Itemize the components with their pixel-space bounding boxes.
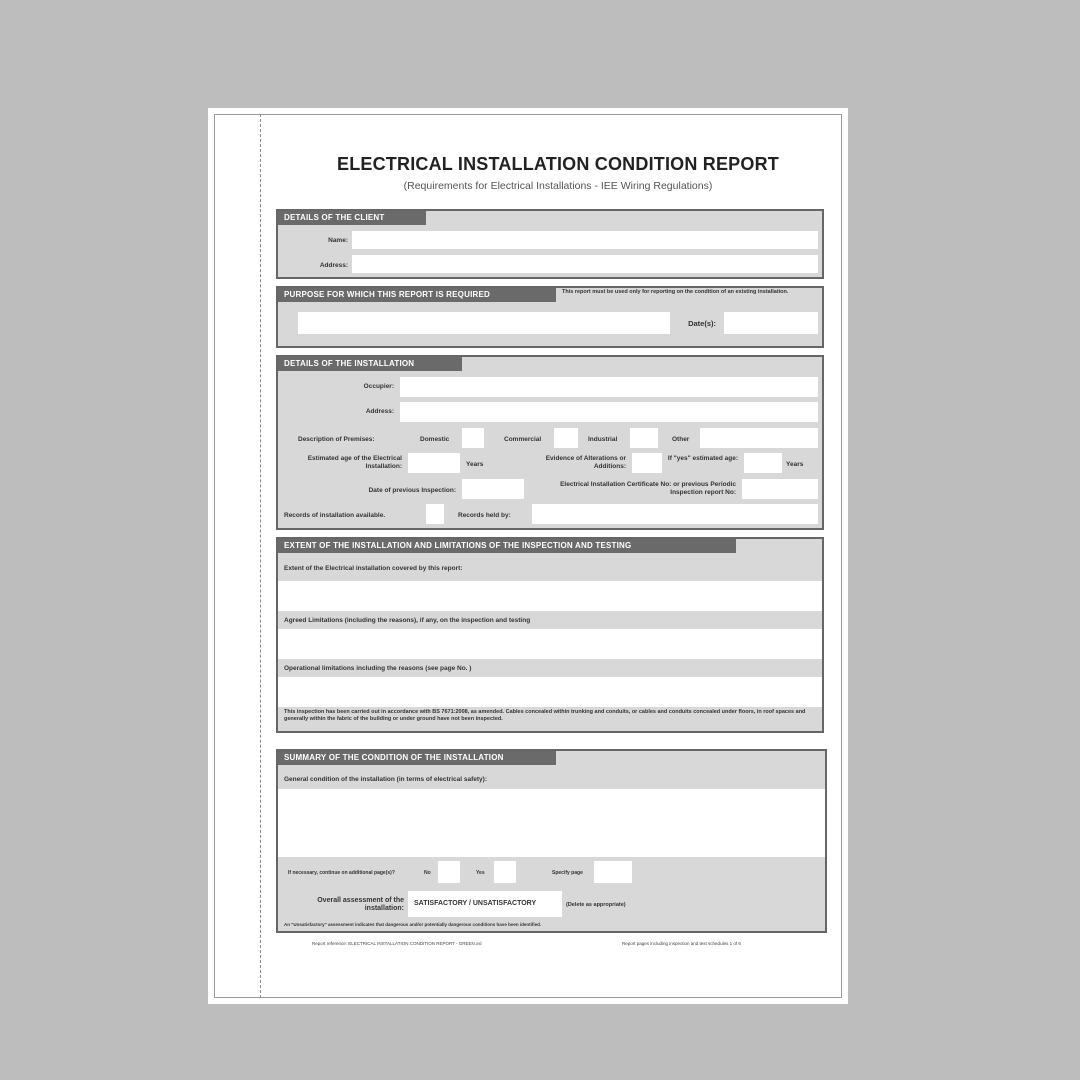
domestic-checkbox[interactable] — [462, 428, 484, 448]
purpose-heading: PURPOSE FOR WHICH THIS REPORT IS REQUIRED — [278, 288, 556, 302]
client-address-field[interactable] — [352, 255, 818, 273]
commercial-checkbox[interactable] — [554, 428, 578, 448]
installation-heading: DETAILS OF THE INSTALLATION — [278, 357, 462, 371]
previous-inspection-field[interactable] — [462, 479, 524, 499]
domestic-label: Domestic — [420, 436, 450, 443]
years-label-2: Years — [786, 461, 804, 468]
footer-reference: Report reference: ELECTRICAL INSTALLATION CONDITION REPORT - GREEN.xsl — [312, 941, 482, 946]
installation-section — [276, 355, 824, 530]
installation-address-field[interactable] — [400, 402, 818, 422]
extent-section — [276, 537, 824, 733]
perforation-line — [260, 114, 261, 998]
records-held-label: Records held by: — [458, 512, 511, 519]
client-section — [276, 209, 824, 279]
assessment-value: SATISFACTORY / UNSATISFACTORY — [414, 900, 537, 907]
specify-page-label: Specify page — [552, 870, 583, 876]
inspection-statement: This inspection has been carried out in accordance with BS 7671:2008, as amended. Cables concealed within trunking and conduits, or cables and conduits concealed under floors, in roof spaces and generally within the fabric of the building or under ground have not been inspected. — [284, 709, 806, 722]
records-available-label: Records of installation available. — [284, 512, 386, 519]
footer-pages: Report pages including inspection and test schedules 1 of 6 — [622, 941, 741, 946]
installation-address-label: Address: — [365, 408, 394, 415]
general-condition-field[interactable] — [278, 789, 825, 857]
summary-section — [276, 749, 827, 933]
purpose-note: This report must be used only for reporting on the condition of an existing installation. — [562, 289, 789, 295]
operational-limitations-label: Operational limitations including the reasons (see page No. ) — [284, 665, 472, 672]
extent-heading: EXTENT OF THE INSTALLATION AND LIMITATIONS OF THE INSPECTION AND TESTING — [278, 539, 736, 553]
commercial-label: Commercial — [504, 436, 542, 443]
specify-page-field[interactable] — [594, 861, 632, 883]
certificate-label: Electrical Installation Certificate No: or previous Periodic Inspection report No: — [560, 481, 736, 496]
industrial-checkbox[interactable] — [630, 428, 658, 448]
other-label: Other — [672, 436, 690, 443]
purpose-field[interactable] — [298, 312, 670, 334]
extent-label: Extent of the Electrical installation covered by this report: — [284, 565, 463, 572]
previous-inspection-label: Date of previous Inspection: — [368, 487, 456, 494]
installation-age-label: Estimated age of the Electrical Installation: — [307, 455, 402, 470]
certificate-field[interactable] — [742, 479, 818, 499]
agreed-limitations-field[interactable] — [278, 629, 822, 659]
records-available-checkbox[interactable] — [426, 504, 444, 524]
years-label: Years — [466, 461, 484, 468]
alterations-field[interactable] — [632, 453, 662, 473]
client-name-field[interactable] — [352, 231, 818, 249]
general-condition-label: General condition of the installation (in terms of electrical safety): — [284, 776, 487, 783]
purpose-dates-field[interactable] — [724, 312, 818, 334]
installation-age-field[interactable] — [408, 453, 460, 473]
if-yes-age-label: If "yes" estimated age: — [667, 455, 738, 462]
overall-assessment-label: Overall assessment of the installation: — [317, 897, 404, 912]
continue-yes-checkbox[interactable] — [494, 861, 516, 883]
premises-label: Description of Premises: — [298, 436, 375, 443]
occupier-field[interactable] — [400, 377, 818, 397]
continue-pages-label: If necessary, continue on additional page(s)? — [288, 870, 395, 876]
unsatisfactory-note: An "Unsatisfactory" assessment indicates that dangerous and/or potentially dangerous conditions have been identified. — [284, 922, 542, 927]
report-page — [208, 108, 848, 1004]
report-title: ELECTRICAL INSTALLATION CONDITION REPORT — [337, 154, 779, 174]
summary-heading: SUMMARY OF THE CONDITION OF THE INSTALLATION — [278, 751, 556, 765]
purpose-dates-label: Date(s): — [688, 319, 716, 328]
if-yes-age-field[interactable] — [744, 453, 782, 473]
purpose-section — [276, 286, 824, 348]
extent-field[interactable] — [278, 581, 822, 611]
client-name-label: Name: — [328, 237, 348, 244]
delete-as-appropriate-label: (Delete as appropriate) — [566, 902, 626, 908]
records-held-field[interactable] — [532, 504, 818, 524]
client-heading: DETAILS OF THE CLIENT — [278, 211, 426, 225]
agreed-limitations-label: Agreed Limitations (including the reasons), if any, on the inspection and testing — [284, 617, 531, 624]
continue-no-checkbox[interactable] — [438, 861, 460, 883]
client-address-label: Address: — [319, 262, 348, 269]
operational-limitations-field[interactable] — [278, 677, 822, 707]
other-field[interactable] — [700, 428, 818, 448]
report-subtitle: (Requirements for Electrical Installations - IEE Wiring Regulations) — [403, 180, 713, 192]
yes-label: Yes — [476, 870, 485, 876]
occupier-label: Occupier: — [363, 383, 394, 390]
industrial-label: Industrial — [588, 436, 618, 443]
no-label: No — [424, 870, 431, 876]
alterations-label: Evidence of Alterations or Additions: — [545, 455, 626, 470]
